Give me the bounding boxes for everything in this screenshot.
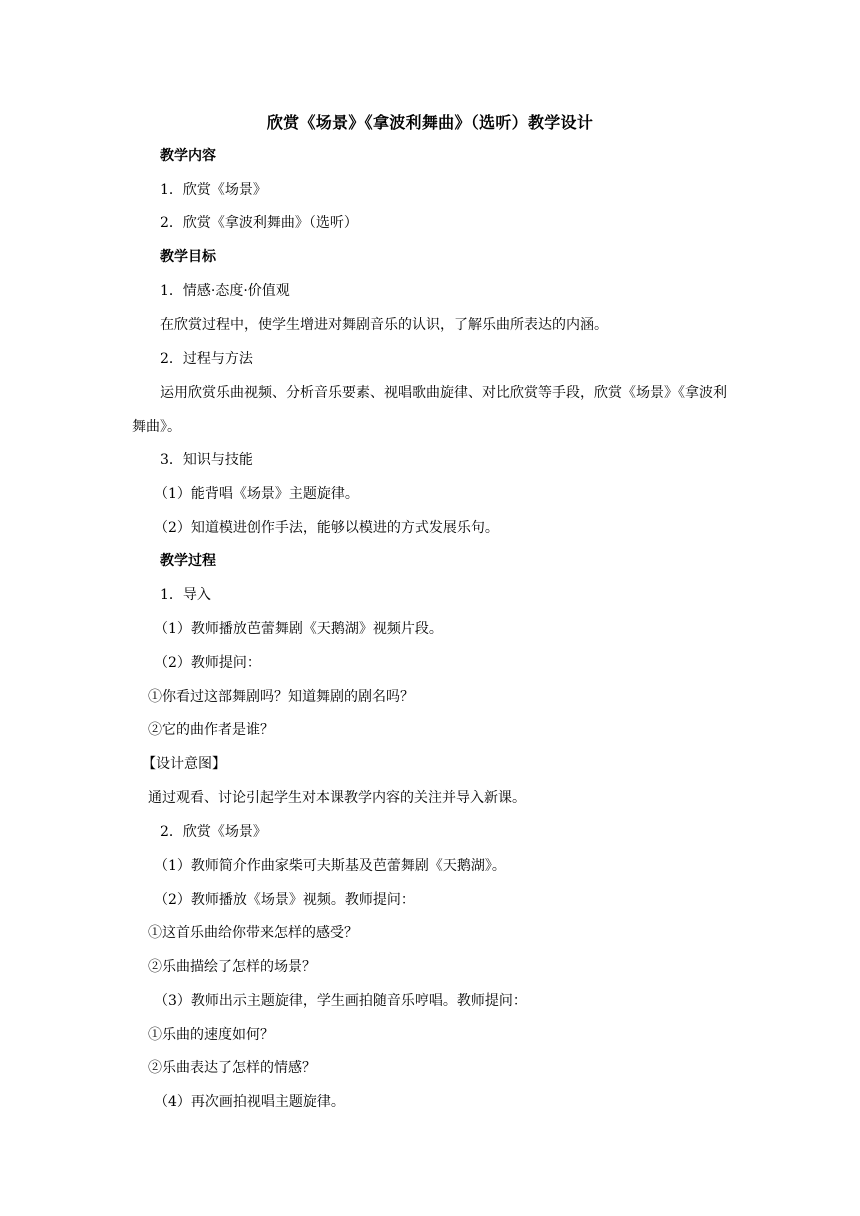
- list-item: ②乐曲描绘了怎样的场景？: [148, 959, 316, 975]
- paragraph: 通过观看、讨论引起学生对本课教学内容的关注并导入新课。: [148, 790, 526, 806]
- list-item: 2．过程与方法: [160, 351, 253, 367]
- list-item: ①这首乐曲给你带来怎样的感受？: [148, 925, 358, 941]
- list-item: 1．欣赏《场景》: [160, 182, 267, 198]
- list-item: （1）教师播放芭蕾舞剧《天鹅湖》视频片段。: [154, 621, 443, 637]
- list-item: ①乐曲的速度如何？: [148, 1027, 274, 1043]
- list-item: （3）教师出示主题旋律，学生画拍随音乐哼唱。教师提问：: [154, 993, 527, 1009]
- list-item: （4）再次画拍视唱主题旋律。: [154, 1094, 345, 1110]
- list-item: （2）教师提问：: [154, 655, 261, 671]
- list-item: 3．知识与技能: [160, 452, 253, 468]
- list-item: （2）知道模进创作手法，能够以模进的方式发展乐句。: [154, 520, 499, 536]
- list-item: （1）能背唱《场景》主题旋律。: [154, 486, 359, 502]
- list-item: 2．欣赏《场景》: [160, 824, 267, 840]
- list-item: （2）教师播放《场景》视频。教师提问：: [154, 892, 415, 908]
- list-item: ②乐曲表达了怎样的情感？: [148, 1060, 316, 1076]
- document-title: 欣赏《场景》《拿波利舞曲》（选听）教学设计: [266, 113, 594, 132]
- list-item: ①你看过这部舞剧吗？知道舞剧的剧名吗？: [148, 689, 414, 705]
- list-item: ②它的曲作者是谁？: [148, 722, 274, 738]
- section-heading-goals: 教学目标: [160, 249, 216, 265]
- paragraph-wrapped: 运用欣赏乐曲视频、分析音乐要素、视唱歌曲旋律、对比欣赏等手段，欣赏《场景》《拿波利舞曲》。: [132, 385, 727, 435]
- paragraph: 在欣赏过程中，使学生增进对舞剧音乐的认识，了解乐曲所表达的内涵。: [160, 317, 608, 333]
- design-intent-label: 【设计意图】: [142, 756, 226, 772]
- list-item: 1．导入: [160, 587, 211, 603]
- section-heading-content: 教学内容: [160, 148, 216, 164]
- list-item: 1．情感·态度·价值观: [160, 283, 290, 299]
- list-item: 2．欣赏《拿波利舞曲》（选听）: [160, 215, 358, 231]
- list-item: （1）教师简介作曲家柴可夫斯基及芭蕾舞剧《天鹅湖》。: [154, 858, 506, 874]
- section-heading-process: 教学过程: [160, 553, 216, 569]
